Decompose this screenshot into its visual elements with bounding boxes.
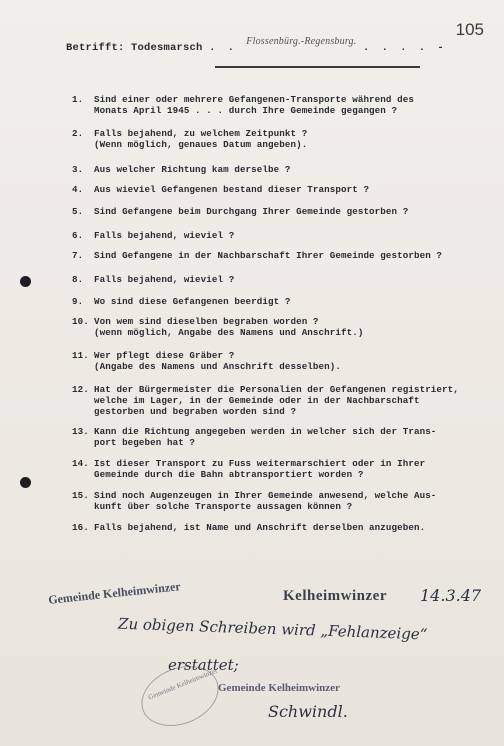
- question-16: [72, 522, 492, 533]
- question-number: 10.: [72, 316, 89, 327]
- question-number: 3.: [72, 164, 84, 175]
- subject-line: Betrifft: Todesmarsch . . Flossenbürg.-Regensburg. . . . . -: [66, 36, 447, 54]
- question-text: Wer pflegt diese Gräber ?: [94, 350, 235, 361]
- question-text: Falls bejahend, wieviel ?: [94, 230, 235, 241]
- question-1: [72, 94, 492, 116]
- question-13: [72, 426, 492, 448]
- question-number: 16.: [72, 522, 89, 533]
- question-text: Aus welcher Richtung kam derselbe ?: [94, 164, 291, 175]
- municipality-stamp-right: Kelheimwinzer: [283, 588, 387, 604]
- question-text: welche im Lager, in der Gemeinde oder in der Nachbarschaft: [94, 395, 420, 406]
- subject-underline-rule: [215, 66, 420, 68]
- question-text: Kann die Richtung angegeben werden in welcher sich der Trans-: [94, 426, 437, 437]
- question-text: (Wenn möglich, genaues Datum angeben).: [94, 139, 308, 150]
- question-9: [72, 296, 492, 307]
- question-number: 4.: [72, 184, 84, 195]
- question-3: [72, 164, 492, 175]
- question-number: 1.: [72, 94, 84, 105]
- question-text: port begeben hat ?: [94, 437, 196, 448]
- question-text: (wenn möglich, Angabe des Namens und Anschrift.): [94, 327, 364, 338]
- question-text: Sind einer oder mehrere Gefangenen-Transporte während des: [94, 94, 414, 105]
- question-12: [72, 384, 492, 417]
- question-11: [72, 350, 492, 372]
- handwritten-reply-line2: erstattet;: [168, 656, 239, 674]
- punch-hole-lower: [20, 477, 31, 488]
- question-2: [72, 128, 492, 150]
- question-number: 15.: [72, 490, 89, 501]
- question-text: Aus wieviel Gefangenen bestand dieser Transport ?: [94, 184, 370, 195]
- handwritten-reply-line1: Zu obigen Schreiben wird „Fehlanzeige“: [117, 614, 428, 644]
- question-7: [72, 250, 492, 261]
- question-number: 12.: [72, 384, 89, 395]
- subject-place-handwritten: Flossenbürg.-Regensburg.: [246, 36, 357, 47]
- question-text: Falls bejahend, zu welchem Zeitpunkt ?: [94, 128, 308, 139]
- handwritten-date: 14.3.47: [420, 586, 482, 605]
- question-text: Falls bejahend, wieviel ?: [94, 274, 235, 285]
- question-number: 5.: [72, 206, 84, 217]
- question-text: Von wem sind dieselben begraben worden ?: [94, 316, 319, 327]
- question-14: [72, 458, 492, 480]
- question-number: 7.: [72, 250, 84, 261]
- question-10: [72, 316, 492, 338]
- round-seal-text: Gemeinde Kelheimwinzer: [147, 666, 219, 702]
- subject-trailing-dots: . . . . -: [362, 42, 447, 54]
- question-text: gestorben und begraben worden sind ?: [94, 406, 297, 417]
- question-text: Falls bejahend, ist Name und Anschrift derselben anzugeben.: [94, 522, 426, 533]
- question-text: Monats April 1945 . . . durch Ihre Gemeinde gegangen ?: [94, 105, 398, 116]
- question-text: kunft über solche Transporte aussagen können ?: [94, 501, 353, 512]
- question-text: Sind noch Augenzeugen in Ihrer Gemeinde anwesend, welche Aus-: [94, 490, 437, 501]
- question-8: [72, 274, 492, 285]
- question-number: 8.: [72, 274, 84, 285]
- page-number: 105: [455, 20, 484, 39]
- subject-title: Todesmarsch: [131, 42, 203, 54]
- question-number: 14.: [72, 458, 89, 469]
- question-4: [72, 184, 492, 195]
- question-number: 13.: [72, 426, 89, 437]
- question-text: Sind Gefangene beim Durchgang Ihrer Gemeinde gestorben ?: [94, 206, 409, 217]
- punch-hole-upper: [20, 276, 31, 287]
- question-15: [72, 490, 492, 512]
- question-number: 11.: [72, 350, 89, 361]
- question-text: Gemeinde durch die Bahn abtransportiert worden ?: [94, 469, 364, 480]
- municipality-stamp-left: Gemeinde Kelheimwinzer: [47, 579, 182, 607]
- question-text: Hat der Bürgermeister die Personalien der Gefangenen registriert,: [94, 384, 459, 395]
- question-text: Sind Gefangene in der Nachbarschaft Ihrer Gemeinde gestorben ?: [94, 250, 443, 261]
- handwritten-signature: Schwindl.: [268, 702, 348, 721]
- question-number: 2.: [72, 128, 84, 139]
- question-text: (Angabe des Namens und Anschrift desselben).: [94, 361, 341, 372]
- subject-label: Betrifft:: [66, 42, 125, 54]
- municipality-stamp-bottom: Gemeinde Kelheimwinzer: [218, 682, 340, 694]
- question-text: Wo sind diese Gefangenen beerdigt ?: [94, 296, 291, 307]
- question-number: 9.: [72, 296, 84, 307]
- question-number: 6.: [72, 230, 84, 241]
- question-5: [72, 206, 492, 217]
- question-6: [72, 230, 492, 241]
- question-text: Ist dieser Transport zu Fuss weitermarschiert oder in Ihrer: [94, 458, 426, 469]
